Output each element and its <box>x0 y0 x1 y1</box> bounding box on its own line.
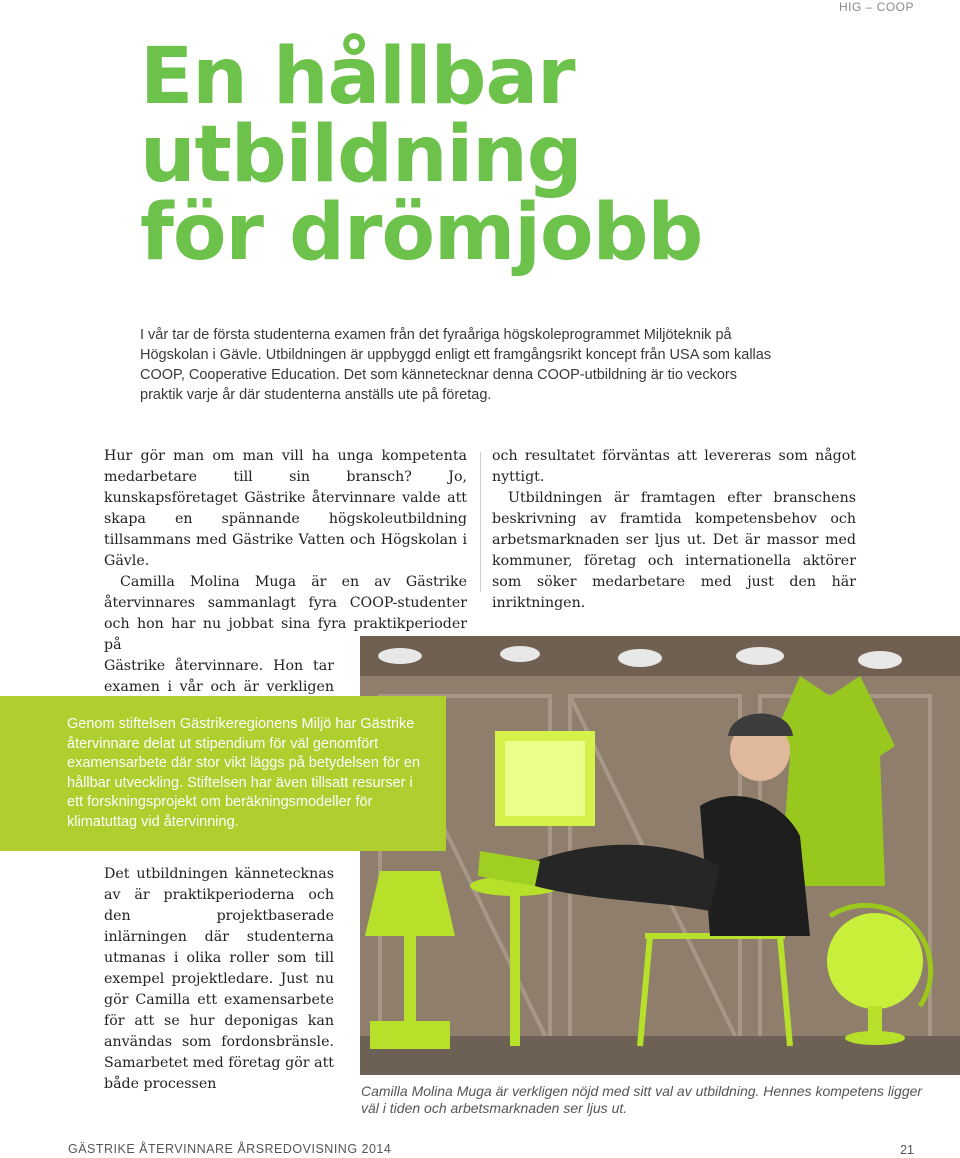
left-paragraph-2a: Camilla Molina Muga är en av Gästrike återvinnares sammanlagt fyra COOP-studenter och hon har nu jobbat sina fyra praktikperioder på <box>104 574 467 653</box>
page-title <box>140 32 703 278</box>
scholarship-callout <box>0 696 446 851</box>
bottom-column <box>104 864 334 1095</box>
section-tag: HIG – COOP <box>838 0 914 14</box>
title-line-2: utbildning <box>140 110 582 200</box>
photo-caption: Camilla Molina Muga är verkligen nöjd med sitt val av utbildning. Hennes kompetens ligger väl i tiden och arbetsmarknaden ser ljus ut. <box>361 1083 923 1116</box>
photo-camilla-molina-muga <box>360 636 960 1075</box>
right-paragraph-1: och resultatet förväntas att levereras som något nyttigt. <box>492 448 856 485</box>
left-paragraph-2b: Gästrike återvinnare. Hon tar examen i vår och är verkligen <box>104 658 334 695</box>
intro-paragraph: I vår tar de första studenterna examen från det fyraåriga högskoleprogrammet Miljöteknik på Högskolan i Gävle. Utbildningen är uppbyggd enligt ett framgångsrikt koncept från USA som kallas COOP, Cooperative Education. Det som kännetecknar denna COOP-utbildning är tio veckors praktik varje år där studenterna anställs ute på företag. <box>140 327 772 403</box>
title-line-3: för drömjobb <box>140 188 703 278</box>
column-divider <box>480 452 481 592</box>
right-paragraph-2: Utbildningen är framtagen efter branschens beskrivning av framtida kompetensbehov och arbetsmarknaden ser ljus ut. Det är massor med kommuner, företag och internationella aktörer som söker medarbetare med just den här inriktningen. <box>492 490 856 611</box>
footer-publication: GÄSTRIKE ÅTERVINNARE ÅRSREDOVISNING 2014 <box>68 1142 392 1156</box>
left-paragraph-1: Hur gör man om man vill ha unga kompetenta medarbetare till sin bransch? Jo, kunskapsföretaget Gästrike återvinnare valde att skapa en spännande högskoleutbildning tillsammans med Gästrike Vatten och Högskolan i Gävle. <box>104 448 467 569</box>
page-number: 21 <box>900 1143 914 1157</box>
title-line-1: En hållbar <box>140 32 575 122</box>
callout-text: Genom stiftelsen Gästrikeregionens Miljö har Gästrike återvinnare delat ut stipendium för väl genomfört examensarbete där stor vikt läggs på betydelsen för en hållbar utveckling. Stiftelsen har även tillsatt resurser i ett forskningsprojekt om beräkningsmodeller för klimatuttag vid återvinning. <box>67 716 421 830</box>
bottom-paragraph: Det utbildningen kännetecknas av är praktikperioderna och den projektbaserade inlärningen där studenterna utmanas i olika roller som till exempel projektledare. Just nu gör Camilla ett examensarbete för att se hur deponigas kan användas som fordonsbränsle. Samarbetet med företag gör att både processen <box>104 866 334 1092</box>
photo-illustration <box>360 636 960 1075</box>
right-column <box>492 446 856 614</box>
